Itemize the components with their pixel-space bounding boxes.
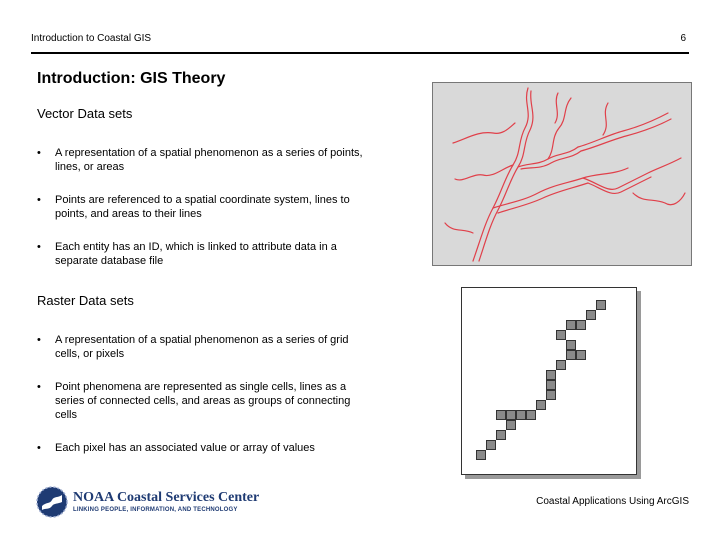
raster-cell (556, 360, 566, 370)
raster-cell (576, 320, 586, 330)
raster-cell (486, 440, 496, 450)
vector-map-image (432, 82, 692, 266)
raster-bullet: • Point phenomena are represented as single cells, lines as a series of connected cells, and areas as groups of connecting cells (37, 380, 367, 422)
page-number: 6 (680, 33, 686, 44)
raster-cell (556, 330, 566, 340)
header-course: Introduction to Coastal GIS (31, 33, 152, 44)
raster-cell (506, 420, 516, 430)
raster-cell (546, 390, 556, 400)
coastline-vector-illustration (433, 83, 691, 265)
footer-course-title: Coastal Applications Using ArcGIS (536, 496, 689, 507)
raster-cell (546, 370, 556, 380)
raster-cell (586, 310, 596, 320)
raster-cell (526, 410, 536, 420)
raster-cell (516, 410, 526, 420)
raster-cell (476, 450, 486, 460)
raster-cell (496, 410, 506, 420)
raster-heading: Raster Data sets (37, 293, 134, 308)
raster-cell (596, 300, 606, 310)
raster-cell (566, 320, 576, 330)
raster-bullet: • Each pixel has an associated value or array of values (37, 441, 367, 455)
logo-tagline: LINKING PEOPLE, INFORMATION, AND TECHNOLOGY (73, 507, 238, 513)
header-divider (31, 52, 689, 54)
vector-heading: Vector Data sets (37, 106, 133, 121)
raster-cell (506, 410, 516, 420)
logo-title: NOAA Coastal Services Center (73, 490, 260, 505)
raster-bullet: • A representation of a spatial phenomenon as a series of grid cells, or pixels (37, 333, 367, 361)
raster-cell (496, 430, 506, 440)
page-title: Introduction: GIS Theory (37, 70, 226, 87)
raster-cell (546, 380, 556, 390)
noaa-emblem-icon (36, 486, 68, 518)
vector-bullet: • A representation of a spatial phenomenon as a series of points, lines, or areas (37, 146, 367, 174)
vector-bullet-list (37, 146, 367, 287)
raster-cell (566, 340, 576, 350)
noaa-logo (36, 486, 260, 518)
raster-bullet-list (37, 333, 367, 474)
raster-cell (566, 350, 576, 360)
raster-cell (536, 400, 546, 410)
vector-bullet: • Points are referenced to a spatial coordinate system, lines to points, and areas to their lines (37, 193, 367, 221)
raster-grid-image (461, 287, 637, 475)
raster-cell (576, 350, 586, 360)
vector-bullet: • Each entity has an ID, which is linked to attribute data in a separate database file (37, 240, 367, 268)
